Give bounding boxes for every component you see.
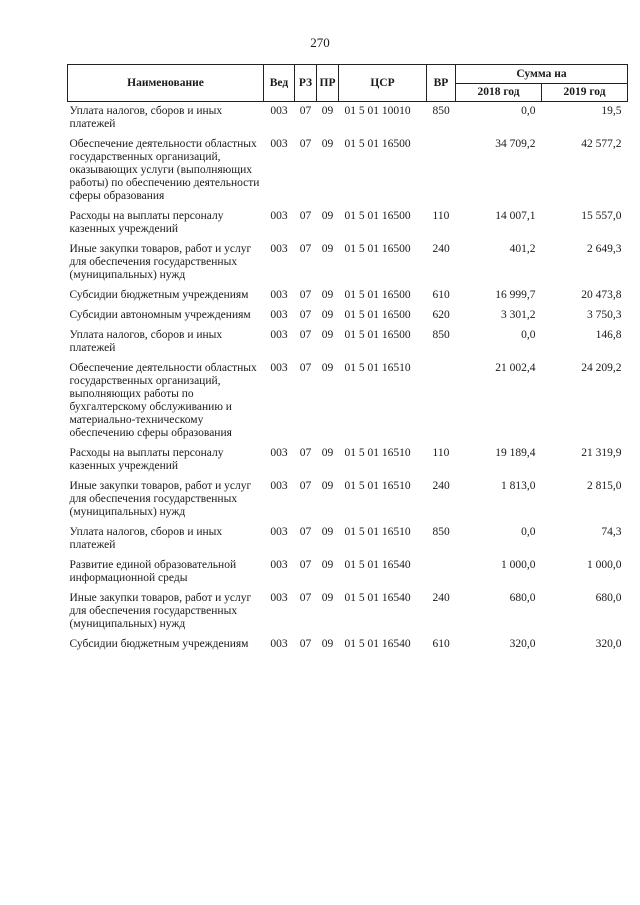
cell-vr: 610 (432, 289, 450, 301)
cell-csr: 01 5 01 16510 (344, 526, 411, 538)
cell-vr: 240 (432, 592, 450, 604)
page-number: 270 (310, 35, 330, 50)
table-row (68, 589, 628, 635)
cell-ved: 003 (270, 309, 288, 321)
cell-2018: 401,2 (509, 243, 536, 255)
cell-csr: 01 5 01 16500 (344, 329, 411, 341)
col-header-ved: Вед (264, 65, 295, 102)
cell-pr: 09 (321, 309, 334, 321)
cell-rz: 07 (299, 309, 312, 321)
table-row (68, 326, 628, 359)
cell-name: Иные закупки товаров, работ и услуг для обеспечения государственных (муниципальных) нужд (69, 480, 252, 518)
cell-rz: 07 (299, 138, 312, 150)
cell-vr: 240 (432, 480, 450, 492)
cell-pr: 09 (321, 480, 334, 492)
table-row (68, 635, 628, 655)
cell-2019: 2 649,3 (587, 243, 622, 255)
cell-2018: 21 002,4 (495, 362, 536, 374)
cell-rz: 07 (299, 105, 312, 117)
cell-vr (427, 556, 456, 589)
cell-rz: 07 (299, 592, 312, 604)
cell-csr: 01 5 01 16510 (344, 362, 411, 374)
table-row (68, 306, 628, 326)
cell-name: Обеспечение деятельности областных государственных организаций, оказывающих услуги (выполняющих работы) по обеспечению деятельности сферы образования (69, 138, 260, 202)
cell-2018: 1 813,0 (501, 480, 536, 492)
cell-2018: 1 000,0 (501, 559, 536, 571)
cell-ved: 003 (270, 289, 288, 301)
cell-ved: 003 (270, 362, 288, 374)
cell-ved: 003 (270, 105, 288, 117)
cell-csr: 01 5 01 16500 (344, 138, 411, 150)
cell-pr: 09 (321, 105, 334, 117)
cell-2019: 19,5 (601, 105, 622, 117)
cell-pr: 09 (321, 243, 334, 255)
cell-ved: 003 (270, 559, 288, 571)
cell-pr: 09 (321, 638, 334, 650)
cell-vr: 110 (432, 210, 450, 222)
cell-csr: 01 5 01 16510 (344, 480, 411, 492)
cell-2018: 34 709,2 (495, 138, 536, 150)
cell-ved: 003 (270, 638, 288, 650)
col-header-name: Наименование (68, 65, 264, 102)
cell-csr: 01 5 01 10010 (344, 105, 411, 117)
cell-2019: 15 557,0 (581, 210, 622, 222)
cell-rz: 07 (299, 447, 312, 459)
cell-2019: 320,0 (595, 638, 622, 650)
cell-ved: 003 (270, 526, 288, 538)
cell-pr: 09 (321, 362, 334, 374)
cell-name: Расходы на выплаты персоналу казенных учреждений (69, 447, 224, 472)
table-row (68, 135, 628, 207)
cell-2018: 0,0 (521, 105, 536, 117)
cell-name: Уплата налогов, сборов и иных платежей (69, 329, 223, 354)
cell-name: Субсидии бюджетным учреждениям (69, 289, 249, 301)
cell-rz: 07 (299, 526, 312, 538)
cell-2018: 19 189,4 (495, 447, 536, 459)
cell-2019: 680,0 (595, 592, 622, 604)
cell-ved: 003 (270, 243, 288, 255)
cell-pr: 09 (321, 210, 334, 222)
cell-2019: 146,8 (595, 329, 622, 341)
cell-2019: 24 209,2 (581, 362, 622, 374)
cell-pr: 09 (321, 526, 334, 538)
cell-rz: 07 (299, 210, 312, 222)
cell-csr: 01 5 01 16510 (344, 447, 411, 459)
cell-name: Расходы на выплаты персоналу казенных учреждений (69, 210, 224, 235)
cell-2019: 21 319,9 (581, 447, 622, 459)
cell-name: Субсидии автономным учреждениям (69, 309, 251, 321)
cell-2018: 320,0 (509, 638, 536, 650)
cell-2018: 0,0 (521, 329, 536, 341)
cell-name: Иные закупки товаров, работ и услуг для обеспечения государственных (муниципальных) нужд (69, 592, 252, 630)
cell-rz: 07 (299, 480, 312, 492)
cell-pr: 09 (321, 559, 334, 571)
table-row (68, 359, 628, 444)
cell-2019: 3 750,3 (587, 309, 622, 321)
cell-csr: 01 5 01 16500 (344, 309, 411, 321)
col-header-2018: 2018 год (456, 84, 542, 102)
cell-vr: 610 (432, 638, 450, 650)
cell-pr: 09 (321, 329, 334, 341)
table-row (68, 286, 628, 306)
cell-csr: 01 5 01 16500 (344, 210, 411, 222)
cell-csr: 01 5 01 16500 (344, 243, 411, 255)
cell-2018: 3 301,2 (501, 309, 536, 321)
cell-rz: 07 (299, 559, 312, 571)
cell-name: Уплата налогов, сборов и иных платежей (69, 526, 223, 551)
cell-pr: 09 (321, 592, 334, 604)
table-row (68, 556, 628, 589)
cell-name: Обеспечение деятельности областных государственных организаций, выполняющих работы по бухгалтерскому обслуживанию и материально-техническому обеспечению сферы образования (69, 362, 257, 439)
cell-ved: 003 (270, 592, 288, 604)
cell-vr: 620 (432, 309, 450, 321)
cell-rz: 07 (299, 243, 312, 255)
cell-vr (427, 135, 456, 207)
col-header-pr: ПР (317, 65, 339, 102)
table-row (68, 477, 628, 523)
cell-vr: 850 (432, 105, 450, 117)
table-body (68, 102, 628, 656)
cell-2019: 20 473,8 (581, 289, 622, 301)
cell-2018: 0,0 (521, 526, 536, 538)
table-header-row (68, 65, 628, 84)
table-row (68, 240, 628, 286)
cell-2018: 14 007,1 (495, 210, 536, 222)
cell-ved: 003 (270, 480, 288, 492)
cell-2018: 680,0 (509, 592, 536, 604)
cell-csr: 01 5 01 16540 (344, 592, 411, 604)
cell-pr: 09 (321, 447, 334, 459)
table-row (68, 207, 628, 240)
cell-pr: 09 (321, 289, 334, 301)
cell-name: Уплата налогов, сборов и иных платежей (69, 105, 223, 130)
cell-name: Иные закупки товаров, работ и услуг для обеспечения государственных (муниципальных) нужд (69, 243, 252, 281)
cell-rz: 07 (299, 329, 312, 341)
cell-name: Развитие единой образовательной информационной среды (69, 559, 237, 584)
col-header-sum: Сумма на (456, 65, 628, 84)
cell-rz: 07 (299, 362, 312, 374)
cell-2019: 2 815,0 (587, 480, 622, 492)
table-row (68, 523, 628, 556)
cell-name: Субсидии бюджетным учреждениям (69, 638, 249, 650)
cell-rz: 07 (299, 638, 312, 650)
cell-csr: 01 5 01 16500 (344, 289, 411, 301)
cell-csr: 01 5 01 16540 (344, 638, 411, 650)
cell-2018: 16 999,7 (495, 289, 536, 301)
cell-2019: 1 000,0 (587, 559, 622, 571)
cell-ved: 003 (270, 447, 288, 459)
table-row (68, 102, 628, 136)
cell-vr: 850 (432, 526, 450, 538)
cell-ved: 003 (270, 329, 288, 341)
table-row (68, 444, 628, 477)
col-header-vr: ВР (427, 65, 456, 102)
cell-2019: 42 577,2 (581, 138, 622, 150)
cell-vr: 850 (432, 329, 450, 341)
cell-csr: 01 5 01 16540 (344, 559, 411, 571)
cell-pr: 09 (321, 138, 334, 150)
cell-ved: 003 (270, 210, 288, 222)
cell-2019: 74,3 (601, 526, 622, 538)
cell-rz: 07 (299, 289, 312, 301)
cell-vr (427, 359, 456, 444)
budget-table (67, 64, 628, 655)
cell-vr: 110 (432, 447, 450, 459)
cell-ved: 003 (270, 138, 288, 150)
col-header-2019: 2019 год (542, 84, 628, 102)
col-header-rz: РЗ (295, 65, 317, 102)
cell-vr: 240 (432, 243, 450, 255)
col-header-csr: ЦСР (339, 65, 427, 102)
